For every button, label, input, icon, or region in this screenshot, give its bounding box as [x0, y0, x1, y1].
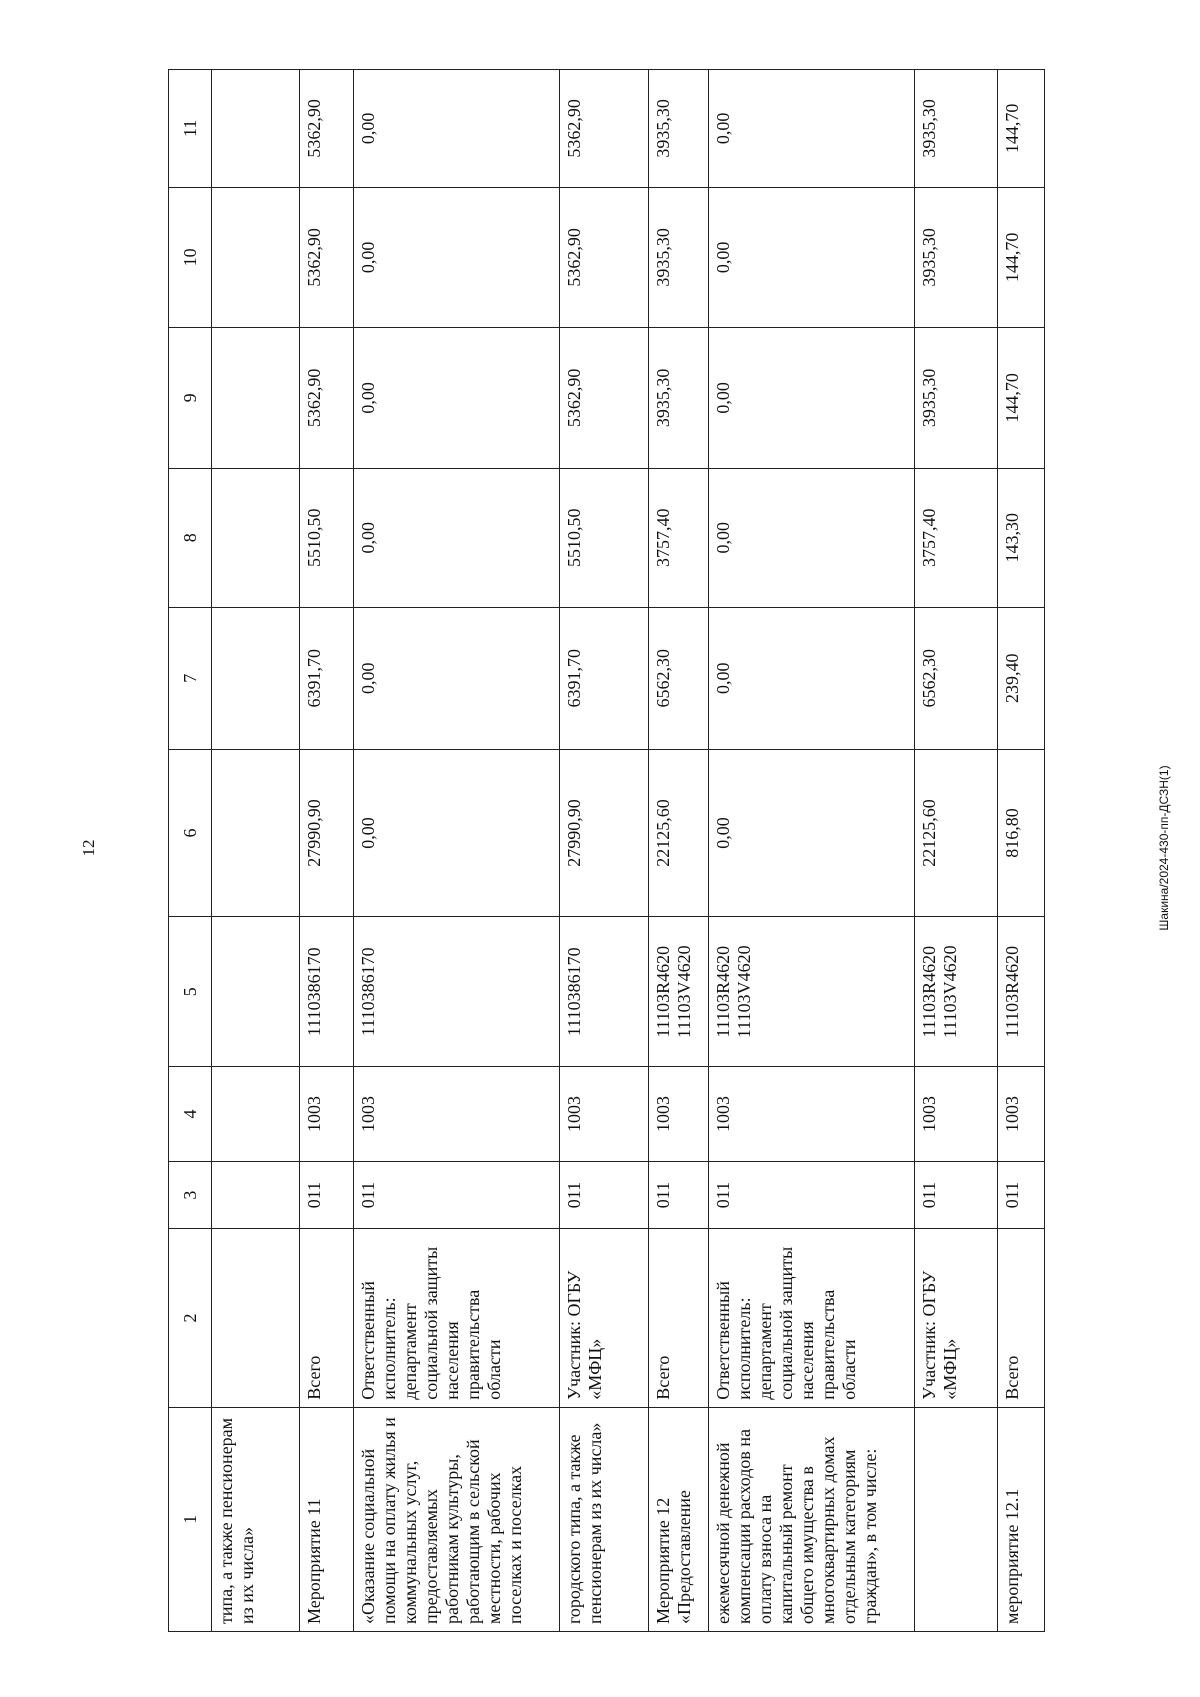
column-header: 5	[169, 917, 212, 1067]
cell-col-3	[212, 1161, 300, 1229]
column-header: 4	[169, 1067, 212, 1162]
cell-col-7: 0,00	[708, 607, 914, 749]
cell-col-9: 144,70	[998, 328, 1045, 469]
column-header: 1	[169, 1407, 212, 1631]
cell-col-7: 0,00	[353, 607, 559, 749]
cell-col-3: 011	[649, 1161, 708, 1229]
cell-col-5: 1110386170	[300, 917, 354, 1067]
cell-col-10: 5362,90	[300, 187, 354, 328]
cell-col-8: 5510,50	[300, 468, 354, 607]
table-row	[212, 70, 300, 1632]
table-row	[300, 70, 354, 1632]
cell-col-7: 239,40	[998, 607, 1045, 749]
cell-col-11: 5362,90	[559, 70, 649, 188]
cell-col-5: 11103R4620	[998, 917, 1045, 1067]
cell-col-3: 011	[353, 1161, 559, 1229]
cell-col-4: 1003	[914, 1067, 998, 1162]
cell-col-5: 1110386170	[559, 917, 649, 1067]
cell-col-4: 1003	[708, 1067, 914, 1162]
cell-col-1: Мероприятие 12 «Предоставление	[649, 1407, 708, 1631]
cell-col-10: 5362,90	[559, 187, 649, 328]
cell-col-3: 011	[708, 1161, 914, 1229]
cell-col-10	[212, 187, 300, 328]
cell-col-4	[212, 1067, 300, 1162]
cell-col-11: 3935,30	[914, 70, 998, 188]
cell-col-11: 0,00	[708, 70, 914, 188]
cell-col-1	[914, 1407, 998, 1631]
table-row	[914, 70, 998, 1632]
cell-col-2	[212, 1229, 300, 1407]
cell-col-11: 5362,90	[300, 70, 354, 188]
cell-col-8: 0,00	[708, 468, 914, 607]
cell-col-6: 816,80	[998, 749, 1045, 917]
cell-col-3: 011	[300, 1161, 354, 1229]
page-number: 12	[79, 839, 98, 857]
cell-col-6: 22125,60	[914, 749, 998, 917]
cell-col-2: Участник: ОГБУ «МФЦ»	[559, 1229, 649, 1407]
cell-col-10: 0,00	[708, 187, 914, 328]
cell-col-9	[212, 328, 300, 469]
table-row	[998, 70, 1045, 1632]
cell-col-8	[212, 468, 300, 607]
column-header: 6	[169, 749, 212, 917]
cell-col-4: 1003	[998, 1067, 1045, 1162]
cell-col-10: 0,00	[353, 187, 559, 328]
budget-table-wrapper	[168, 69, 1045, 1632]
cell-col-4: 1003	[559, 1067, 649, 1162]
cell-col-10: 3935,30	[914, 187, 998, 328]
cell-col-3: 011	[914, 1161, 998, 1229]
cell-col-10: 3935,30	[649, 187, 708, 328]
column-header: 7	[169, 607, 212, 749]
cell-col-11: 0,00	[353, 70, 559, 188]
cell-col-7: 6391,70	[300, 607, 354, 749]
cell-col-1: городского типа, а также пенсионерам из их числа»	[559, 1407, 649, 1631]
header-row	[169, 70, 212, 1632]
table-row	[649, 70, 708, 1632]
cell-col-1: Мероприятие 11	[300, 1407, 354, 1631]
cell-col-5: 11103R4620 11103V4620	[708, 917, 914, 1067]
cell-col-1: «Оказание социальной помощи на оплату жилья и коммунальных услуг, предоставляемых работникам культуры, работающим в сельской местности, рабочих поселках и поселках	[353, 1407, 559, 1631]
cell-col-2: Всего	[998, 1229, 1045, 1407]
cell-col-10: 144,70	[998, 187, 1045, 328]
cell-col-5: 1110386170	[353, 917, 559, 1067]
cell-col-7: 6562,30	[649, 607, 708, 749]
cell-col-6: 22125,60	[649, 749, 708, 917]
budget-table	[168, 69, 1045, 1632]
cell-col-9: 5362,90	[559, 328, 649, 469]
table-row	[559, 70, 649, 1632]
cell-col-11: 144,70	[998, 70, 1045, 188]
cell-col-8: 5510,50	[559, 468, 649, 607]
cell-col-2: Всего	[300, 1229, 354, 1407]
column-header: 3	[169, 1161, 212, 1229]
column-header: 10	[169, 187, 212, 328]
cell-col-2: Ответственный исполнитель: департамент социальной защиты населения правительства области	[353, 1229, 559, 1407]
column-header: 11	[169, 70, 212, 188]
cell-col-8: 3757,40	[649, 468, 708, 607]
cell-col-1: мероприятие 12.1	[998, 1407, 1045, 1631]
cell-col-9: 0,00	[708, 328, 914, 469]
cell-col-6: 0,00	[708, 749, 914, 917]
column-header: 9	[169, 328, 212, 469]
cell-col-6	[212, 749, 300, 917]
cell-col-8: 3757,40	[914, 468, 998, 607]
cell-col-6: 0,00	[353, 749, 559, 917]
cell-col-8: 143,30	[998, 468, 1045, 607]
cell-col-5: 11103R4620 11103V4620	[914, 917, 998, 1067]
cell-col-8: 0,00	[353, 468, 559, 607]
cell-col-5	[212, 917, 300, 1067]
document-code: Шакина/2024-430-пп-ДСЗН(1)	[1157, 765, 1171, 931]
cell-col-4: 1003	[353, 1067, 559, 1162]
cell-col-7: 6562,30	[914, 607, 998, 749]
cell-col-4: 1003	[300, 1067, 354, 1162]
cell-col-9: 0,00	[353, 328, 559, 469]
column-header: 8	[169, 468, 212, 607]
column-header: 2	[169, 1229, 212, 1407]
cell-col-1: типа, а также пенсионерам из их числа»	[212, 1407, 300, 1631]
cell-col-2: Ответственный исполнитель: департамент социальной защиты населения правительства области	[708, 1229, 914, 1407]
cell-col-9: 3935,30	[649, 328, 708, 469]
table-row	[353, 70, 559, 1632]
cell-col-3: 011	[559, 1161, 649, 1229]
cell-col-5: 11103R4620 11103V4620	[649, 917, 708, 1067]
cell-col-4: 1003	[649, 1067, 708, 1162]
cell-col-1: ежемесячной денежной компенсации расходов на оплату взноса на капитальный ремонт общего имущества в многоквартирных домах отдельным категориям граждан», в том числе:	[708, 1407, 914, 1631]
cell-col-7: 6391,70	[559, 607, 649, 749]
cell-col-2: Участник: ОГБУ «МФЦ»	[914, 1229, 998, 1407]
cell-col-11: 3935,30	[649, 70, 708, 188]
cell-col-3: 011	[998, 1161, 1045, 1229]
cell-col-6: 27990,90	[559, 749, 649, 917]
cell-col-2: Всего	[649, 1229, 708, 1407]
cell-col-9: 5362,90	[300, 328, 354, 469]
table-row	[708, 70, 914, 1632]
cell-col-7	[212, 607, 300, 749]
cell-col-9: 3935,30	[914, 328, 998, 469]
cell-col-6: 27990,90	[300, 749, 354, 917]
cell-col-11	[212, 70, 300, 188]
